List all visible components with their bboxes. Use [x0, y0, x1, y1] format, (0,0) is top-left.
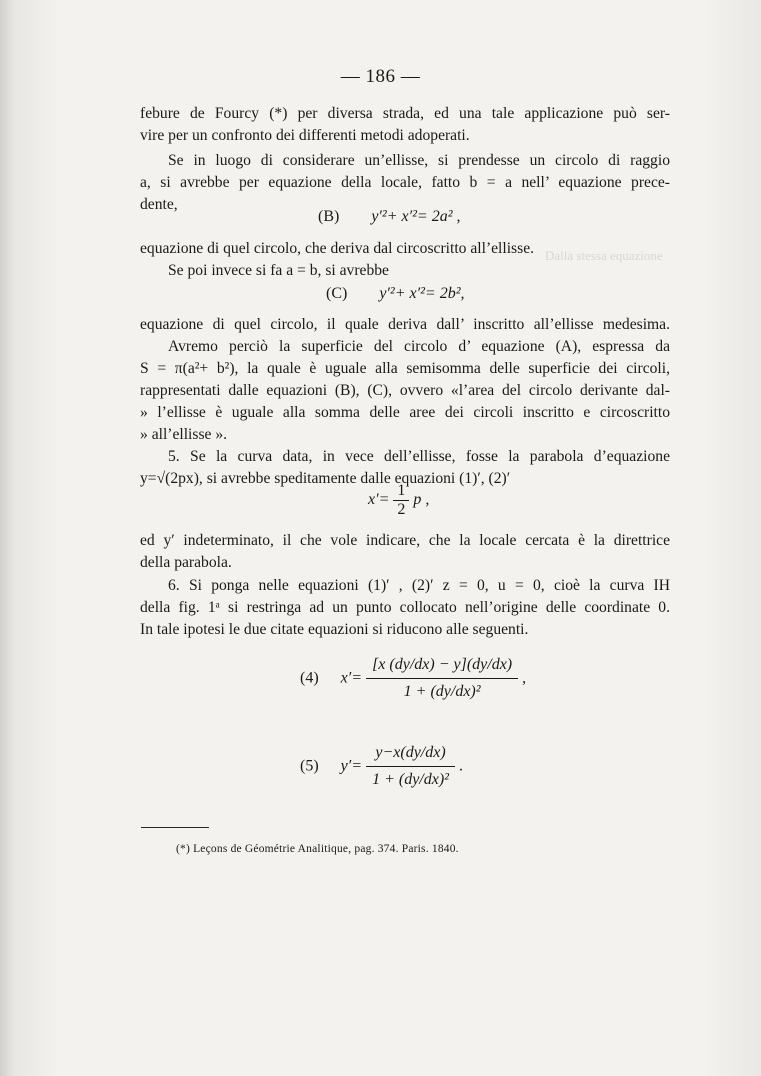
- equation-body: y′²+ x′²= 2b²,: [379, 285, 465, 302]
- bleed-through: Dalla stessa equazione: [545, 248, 663, 263]
- fraction-numerator: [x (dy/dx) − y](dy/dx): [372, 656, 513, 673]
- text-line: Se in luogo di considerare un’ellisse, si prendesse un circolo di raggio: [168, 152, 670, 169]
- fraction-denominator: 1 + (dy/dx)²: [403, 683, 481, 700]
- equation-body: y′²+ x′²= 2a² ,: [371, 208, 461, 225]
- equation-4: [300, 652, 526, 705]
- text-line: y=√(2px), si avrebbe speditamente dalle equazioni (1)′, (2)′: [140, 470, 511, 487]
- footnote-rule: [141, 827, 209, 828]
- fraction-denominator: 1 + (dy/dx)²: [372, 771, 449, 788]
- equation-label: (4): [300, 669, 319, 687]
- text-line: equazione di quel circolo, che deriva dal circoscritto all’ellisse.: [140, 240, 535, 257]
- text-line: equazione di quel circolo, il quale deriva dall’ inscritto all’ellisse medesima.: [140, 316, 670, 333]
- fraction: [393, 482, 409, 519]
- text-line: » all’ellisse ».: [140, 426, 228, 443]
- equation-lhs: y′=: [340, 757, 363, 775]
- fraction: [366, 652, 518, 705]
- text-line: vire per un confronto dei differenti metodi adoperati.: [140, 127, 470, 144]
- equation-punctuation: ,: [522, 669, 527, 687]
- equation-5: [300, 740, 463, 793]
- equation-label: (B): [318, 208, 340, 225]
- equation-lhs: x′=: [340, 669, 363, 687]
- equation-c: [326, 285, 465, 303]
- text-line: a, si avrebbe per equazione della locale, fatto b = a nell’ equazione prece-: [140, 174, 670, 191]
- text-line: S = π(a²+ b²), la quale è uguale alla semisomma delle superficie dei circoli,: [140, 360, 670, 377]
- equation-b: [318, 208, 461, 226]
- text-line: febure de Fourcy (*) per diversa strada, ed una tale applicazione può ser-: [140, 105, 670, 122]
- fraction-numerator: 1: [397, 482, 406, 499]
- fraction: [366, 740, 455, 793]
- equation-xprime: [368, 482, 429, 519]
- equation-rhs: p ,: [413, 491, 430, 509]
- page-number: — 186 —: [340, 66, 421, 87]
- fraction-denominator: 2: [397, 501, 406, 518]
- text-line: della fig. 1ᵃ si restringa ad un punto collocato nell’origine delle coordinate 0.: [140, 599, 670, 616]
- text-line: ed y′ indeterminato, il che vole indicare, che la locale cercata è la direttrice: [140, 532, 670, 549]
- equation-label: (5): [300, 757, 319, 775]
- text-line: Avremo perciò la superficie del circolo d’ equazione (A), espressa da: [168, 338, 670, 355]
- equation-lhs: x′=: [368, 491, 390, 509]
- text-line: dente,: [140, 196, 178, 213]
- text-line: rappresentati dalle equazioni (B), (C), ovvero «l’area del circolo derivante dal-: [140, 382, 670, 399]
- text-line: della parabola.: [140, 554, 232, 571]
- equation-punctuation: .: [458, 757, 463, 775]
- text-line: 5. Se la curva data, in vece dell’ellisse, fosse la parabola d’equazione: [168, 448, 670, 465]
- text-line: 6. Si ponga nelle equazioni (1)′ , (2)′ z = 0, u = 0, cioè la curva IH: [168, 577, 670, 594]
- fraction-numerator: y−x(dy/dx): [375, 744, 446, 761]
- text-line: In tale ipotesi le due citate equazioni si riducono alle seguenti.: [140, 621, 529, 638]
- footnote: (*) Leçons de Géométrie Analitique, pag. 374. Paris. 1840.: [176, 843, 459, 855]
- text-line: Se poi invece si fa a = b, si avrebbe: [168, 262, 389, 279]
- text-line: » l’ellisse è uguale alla somma delle aree dei circoli inscritto e circoscritto: [140, 404, 670, 421]
- equation-label: (C): [326, 285, 348, 302]
